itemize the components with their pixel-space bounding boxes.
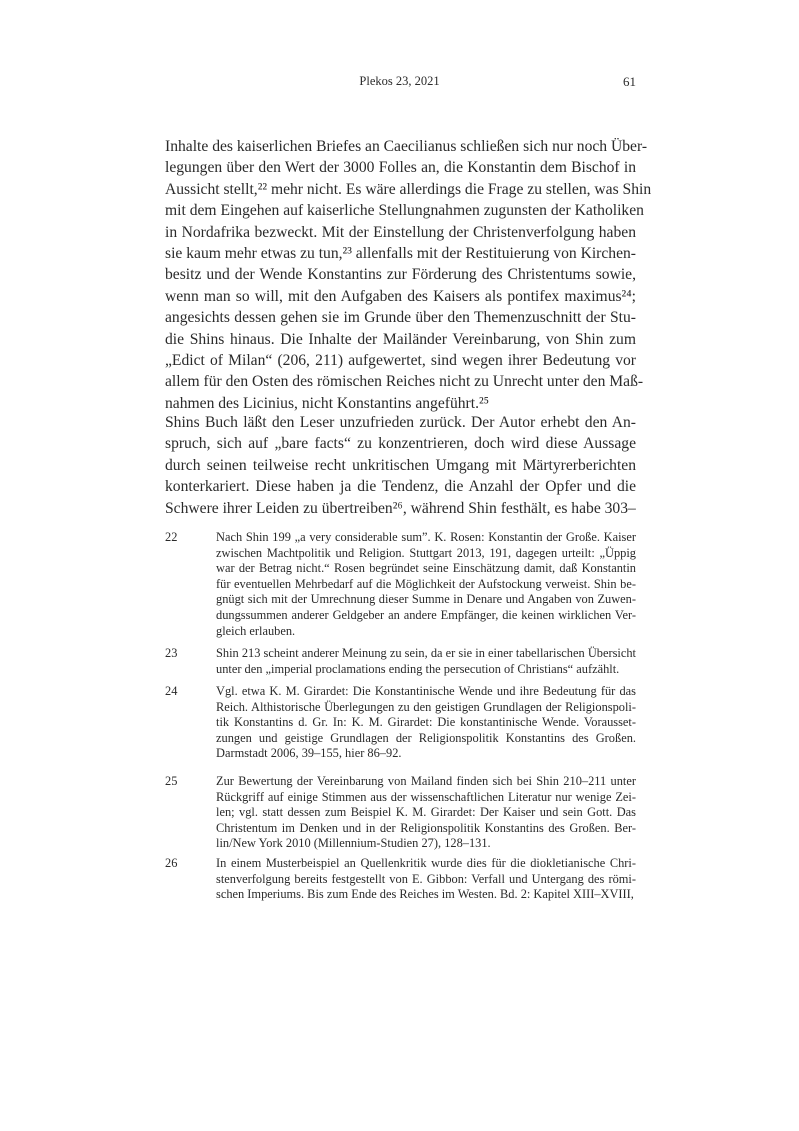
footnote-number: 25 [165,774,178,788]
text-line: zwischen Machtpolitik und Religion. Stuttgart 2013, 191, dagegen urteilt: „Üppig [216,545,636,560]
text-line: Rückgriff auf einige Stimmen aus der wissenschaftlichen Literatur nur wenige Zei- [216,789,636,804]
page-number: 61 [623,74,636,89]
text-line: Shins Buch läßt den Leser unzufrieden zurück. Der Autor erhebt den An- [165,414,636,431]
footnote-number: 26 [165,856,178,870]
text-line: legungen über den Wert der 3000 Folles an, die Konstantin dem Bischof in [165,159,636,177]
text-line: zungen und geistige Grundlagen der Religionspolitik Konstantins des Großen. [216,730,636,745]
text-line: Nach Shin 199 „a very considerable sum”. K. Rosen: Konstantin der Große. Kaiser [216,530,636,544]
text-line: stenverfolgung bereits festgestellt von E. Gibbon: Verfall und Untergang des römi- [216,871,636,886]
text-line: lin/New York 2010 (Millennium-Studien 27), 128–131. [216,836,491,851]
text-line: sie kaum mehr etwas zu tun,²³ allenfalls mit der Restituierung von Kirchen- [165,245,636,263]
footnote-text [216,856,636,903]
text-line: tik Konstantins d. Gr. In: K. M. Girardet: Die konstantinische Wende. Vorausset- [216,715,636,730]
text-line: Vgl. etwa K. M. Girardet: Die Konstantinische Wende und ihre Bedeutung für das [216,684,636,698]
text-line: „Edict of Milan“ (206, 211) aufgewertet, sind wegen ihrer Bedeutung vor [165,352,636,370]
footnote-text [216,684,636,762]
text-line: war der Betrag nicht.“ Rosen begründet seine Einschätzung damit, daß Konstantin [216,561,636,576]
footnote-text [216,530,636,639]
text-line: wenn man so will, mit den Aufgaben des Kaisers als pontifex maximus²⁴; [165,287,636,305]
text-line: in Nordafrika bezweckt. Mit der Einstellung der Christenverfolgung haben [165,223,636,241]
text-line: gleich erlauben. [216,623,296,638]
text-line: angesichts dessen gehen sie im Grunde über den Themenzuschnitt der Stu- [165,309,636,327]
text-line: Shin 213 scheint anderer Meinung zu sein, da er sie in einer tabellarischen Übersicht [216,646,636,660]
text-line: dungssummen anderer Geldgeber an andere Empfänger, die keinen wirklichen Ver- [216,607,636,622]
text-line: schen Imperiums. Bis zum Ende des Reiches im Westen. Bd. 2: Kapitel XIII–XVIII, [216,887,634,902]
text-line: Aussicht stellt,²² mehr nicht. Es wäre allerdings die Frage zu stellen, was Shin [165,180,652,198]
text-line: unter den „imperial proclamations ending the persecution of Christians“ aufzählt. [216,661,620,676]
text-line: Darmstadt 2006, 39–155, hier 86–92. [216,746,402,761]
text-line: durch seinen teilweise recht unkritischen Umgang mit Märtyrerberichten [165,456,636,474]
text-line: konterkariert. Diese haben ja die Tendenz, die Anzahl der Opfer und die [165,478,636,496]
body-paragraph [165,136,652,414]
text-line: Zur Bewertung der Vereinbarung von Mailand finden sich bei Shin 210–211 unter [216,774,636,788]
text-line: Schwere ihrer Leiden zu übertreiben²⁶, während Shin festhält, es habe 303– [165,499,636,517]
footnote-text [216,646,636,677]
text-line: besitz und der Wende Konstantins zur Förderung des Christentums sowie, [165,266,636,284]
text-line: In einem Musterbeispiel an Quellenkritik wurde dies für die diokletianische Chri- [216,856,636,870]
text-line: allem für den Osten des römischen Reiches nicht zu Unrecht unter den Maß- [165,373,644,391]
footnote-number: 23 [165,646,178,660]
footnote-number: 22 [165,530,178,544]
text-line: gnügt sich mit der Umrechnung dieser Summe in Denare und Angaben von Zuwen- [216,592,636,607]
footnote-text [216,774,636,852]
footnote-number: 24 [165,684,178,698]
text-line: len; vgl. statt dessen zum Beispiel K. M. Girardet: Der Kaiser und sein Gott. Das [216,805,636,820]
text-line: nahmen des Licinius, nicht Konstantins angeführt.²⁵ [165,394,490,412]
text-line: Reich. Althistorische Überlegungen zu den geistigen Grundlagen der Religionspoli- [216,699,636,714]
body-paragraph [165,412,636,519]
text-line: spruch, sich auf „bare facts“ zu konzentrieren, doch wird diese Aussage [165,435,636,453]
text-line: mit dem Eingehen auf kaiserliche Stellungnahmen zugunsten der Katholiken [165,202,644,220]
text-line: Christentum im Denken und in der Religionspolitik Konstantins des Großen. Ber- [216,820,636,835]
text-line: Inhalte des kaiserlichen Briefes an Caecilianus schließen sich nur noch Über- [165,138,648,155]
running-header: Plekos 23, 2021 [359,74,440,88]
text-line: die Shins hinaus. Die Inhalte der Mailänder Vereinbarung, von Shin zum [165,330,636,348]
text-line: für eventuellen Mehrbedarf auf die Möglichkeit der Aufstockung verweist. Shin be- [216,576,636,591]
